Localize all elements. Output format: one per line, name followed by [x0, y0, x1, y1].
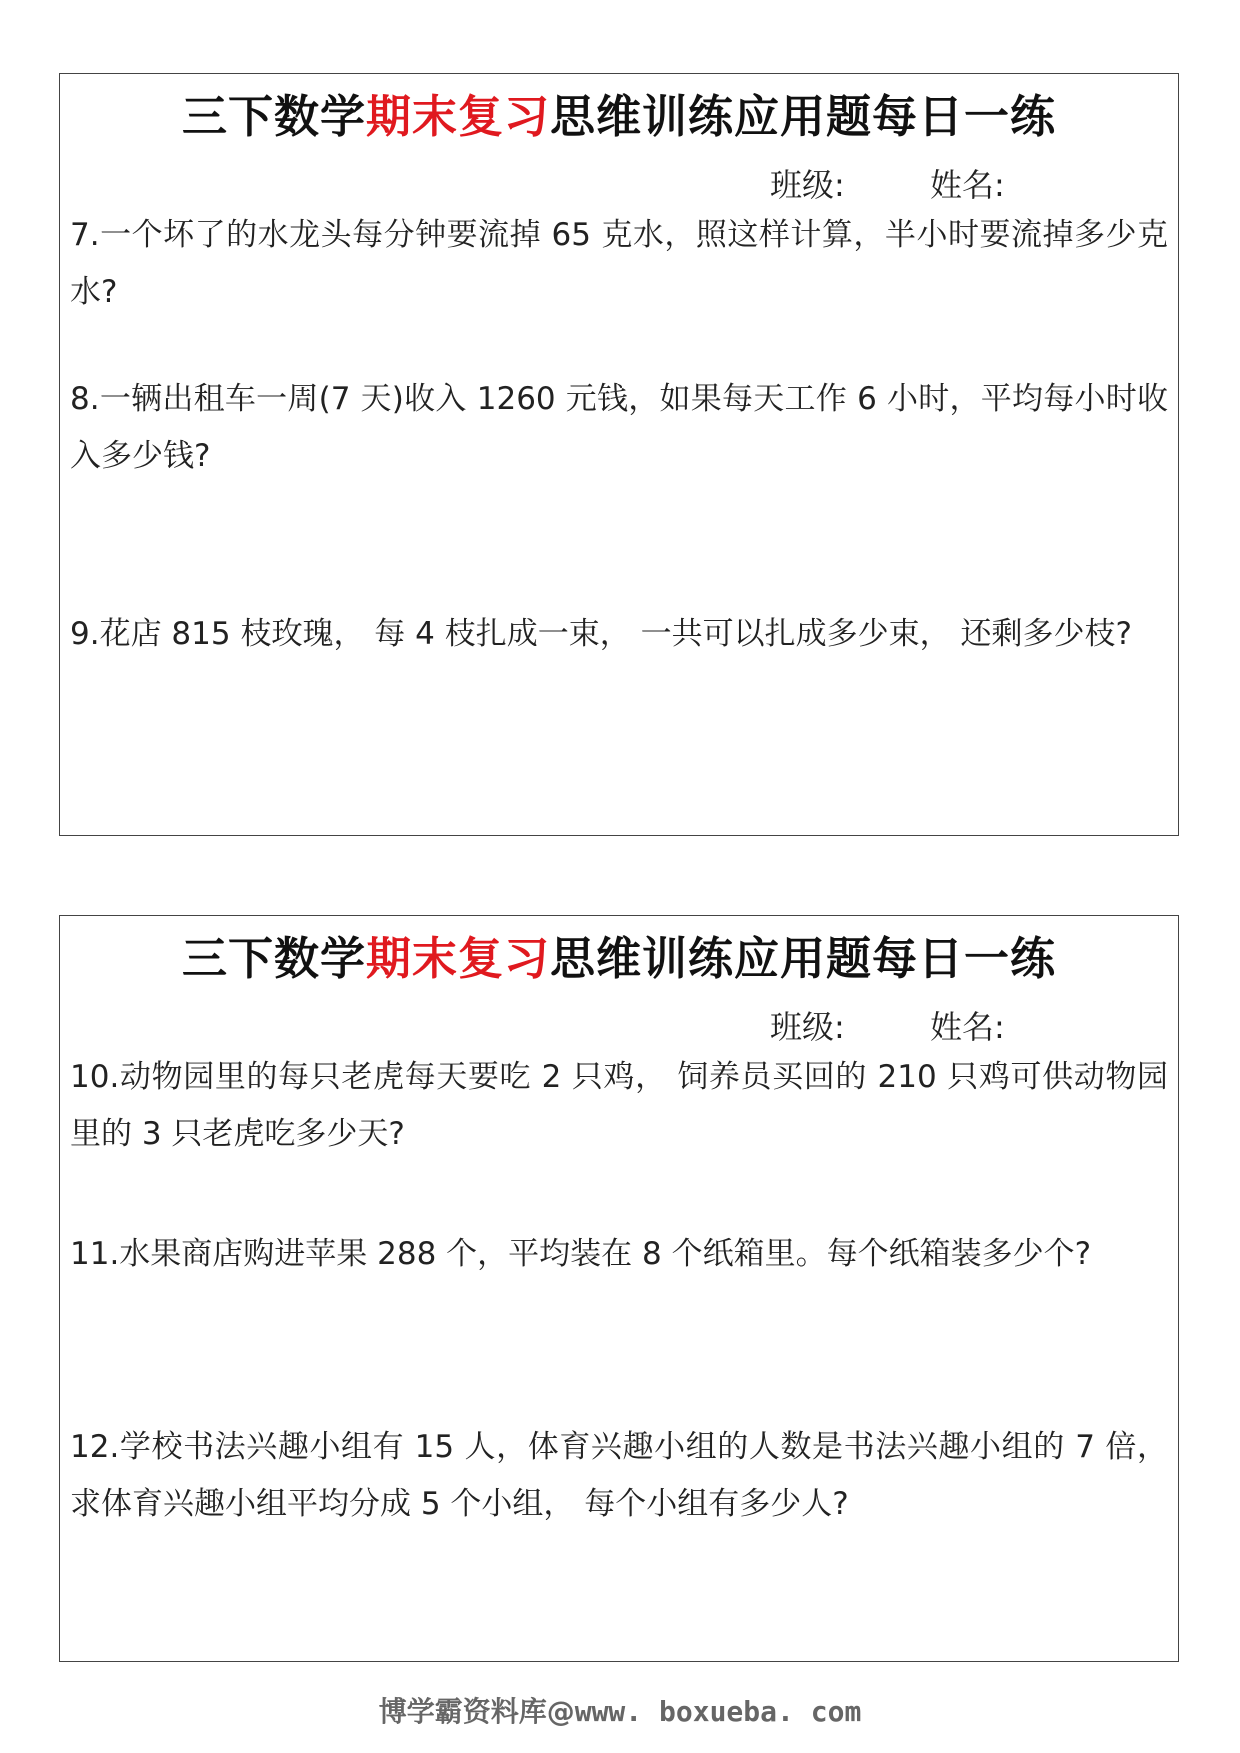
title-highlight: 期末复习 [365, 932, 550, 985]
title-highlight: 期末复习 [365, 90, 550, 143]
question-11: 11.水果商店购进苹果 288 个，平均装在 8 个纸箱里。每个纸箱装多少个? [70, 1236, 1092, 1272]
student-info [770, 1002, 1005, 1048]
class-label: 班级: [770, 166, 845, 204]
question-10: 10.动物园里的每只老虎每天要吃 2 只鸡， 饲养员买回的 210 只鸡可供动物园里的 3 只老虎吃多少天? [70, 1059, 1168, 1152]
question-9: 9.花店 815 枝玫瑰， 每 4 枝扎成一束， 一共可以扎成多少束， 还剩多少枝? [70, 616, 1132, 652]
footer-url: www. boxueba. com [574, 1695, 862, 1728]
worksheet-title: 三下数学期末复习思维训练应用题每日一练 [181, 932, 1057, 985]
question-12: 12.学校书法兴趣小组有 15 人，体育兴趣小组的人数是书法兴趣小组的 7 倍， 求体育兴趣小组平均分成 5 个小组， 每个小组有多少人? [70, 1429, 1168, 1522]
student-info [770, 160, 1005, 206]
worksheet-card-1 [59, 73, 1179, 836]
worksheet-card-2 [59, 915, 1179, 1662]
name-label: 姓名: [930, 166, 1005, 204]
worksheet-title: 三下数学期末复习思维训练应用题每日一练 [181, 90, 1057, 143]
name-label: 姓名: [930, 1008, 1005, 1046]
question-8: 8.一辆出租车一周(7 天)收入 1260 元钱，如果每天工作 6 小时，平均每小时收入多少钱? [70, 381, 1168, 474]
question-7: 7.一个坏了的水龙头每分钟要流掉 65 克水，照这样计算，半小时要流掉多少克水? [70, 217, 1168, 310]
footer-site: 博学霸资料库@ [378, 1695, 575, 1728]
watermark-footer [0, 1690, 1240, 1730]
class-label: 班级: [770, 1008, 845, 1046]
